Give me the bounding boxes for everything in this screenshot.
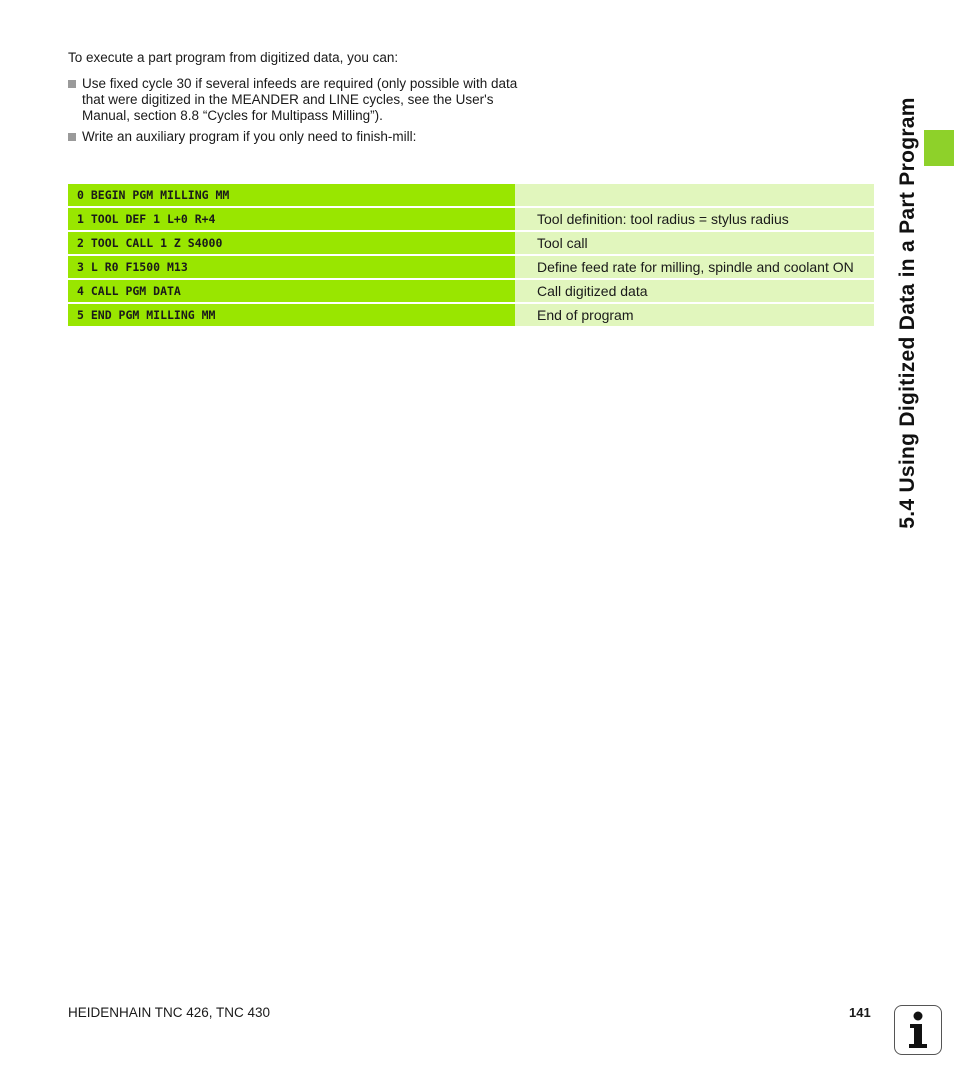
table-row — [68, 256, 874, 278]
program-code: 3 L R0 F1500 M13 — [68, 256, 515, 278]
program-table — [68, 184, 874, 328]
square-bullet-icon — [68, 80, 76, 88]
program-comment: End of program — [515, 304, 874, 326]
bullet-list — [68, 76, 518, 150]
program-code: 4 CALL PGM DATA — [68, 280, 515, 302]
info-glyph — [907, 1011, 929, 1049]
program-code: 2 TOOL CALL 1 Z S4000 — [68, 232, 515, 254]
info-icon — [894, 1005, 942, 1055]
program-comment: Tool call — [515, 232, 874, 254]
section-title-vertical — [888, 58, 928, 568]
program-comment — [515, 184, 874, 206]
section-title: 5.4 Using Digitized Data in a Part Program — [896, 97, 920, 529]
bullet-text: Use fixed cycle 30 if several infeeds are required (only possible with data that were digitized in the MEANDER and LINE cycles, see the User's Manual, section 8.8 “Cycles for Multipass Milling”). — [82, 76, 518, 123]
bullet-text: Write an auxiliary program if you only need to finish-mill: — [82, 129, 417, 144]
list-item — [68, 76, 518, 124]
footer-product: HEIDENHAIN TNC 426, TNC 430 — [68, 1005, 271, 1020]
list-item — [68, 129, 518, 145]
program-code: 0 BEGIN PGM MILLING MM — [68, 184, 515, 206]
program-comment: Define feed rate for milling, spindle and coolant ON — [515, 256, 874, 278]
program-code: 5 END PGM MILLING MM — [68, 304, 515, 326]
intro-text: To execute a part program from digitized data, you can: — [68, 50, 399, 65]
program-comment: Call digitized data — [515, 280, 874, 302]
square-bullet-icon — [68, 133, 76, 141]
page-number: 141 — [849, 1005, 871, 1020]
table-row — [68, 184, 874, 206]
program-comment: Tool definition: tool radius = stylus radius — [515, 208, 874, 230]
table-row — [68, 304, 874, 326]
table-row — [68, 232, 874, 254]
program-code: 1 TOOL DEF 1 L+0 R+4 — [68, 208, 515, 230]
table-row — [68, 280, 874, 302]
chapter-tab — [924, 130, 954, 166]
table-row — [68, 208, 874, 230]
